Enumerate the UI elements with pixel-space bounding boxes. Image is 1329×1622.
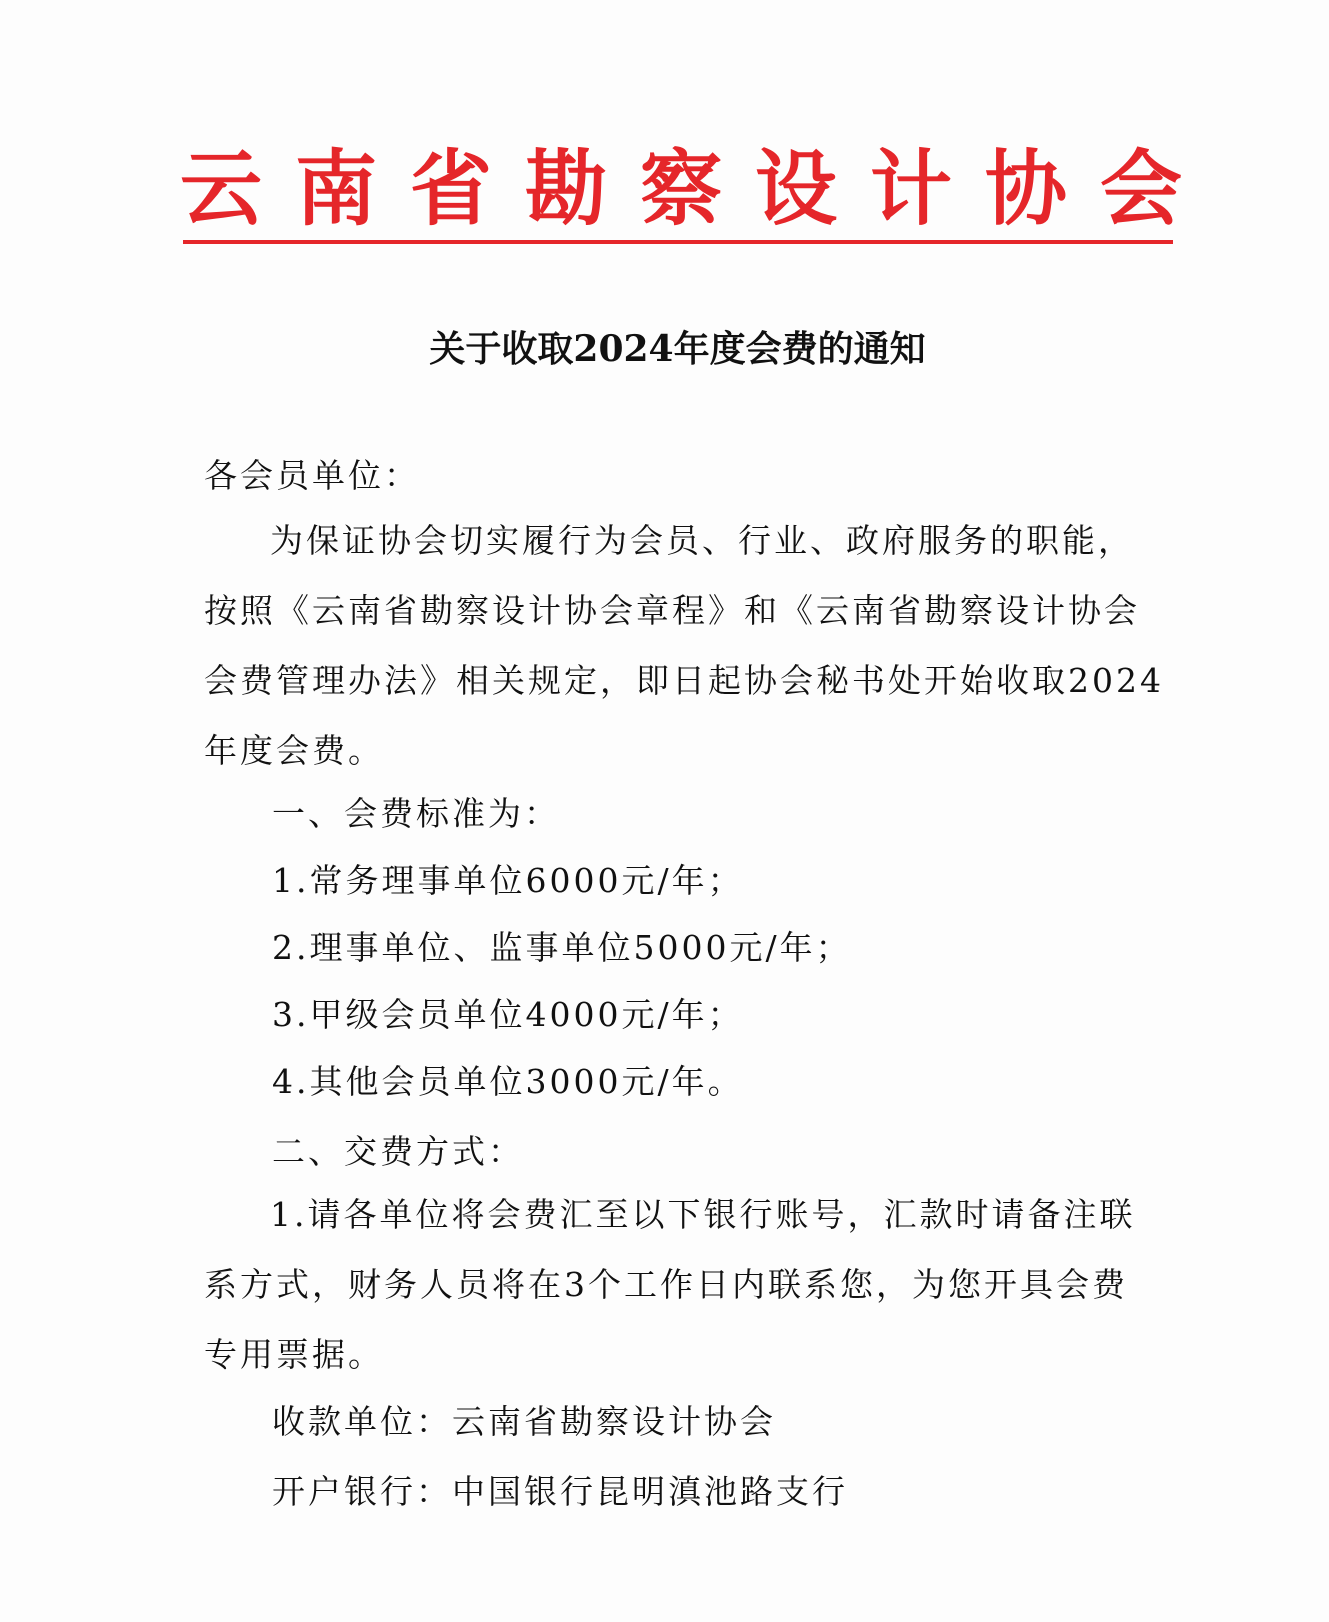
letterhead-org-name: 云南省勘察设计协会	[180, 142, 1216, 237]
fee-item-1: 1.常务理事单位6000元/年；	[272, 861, 744, 900]
payee-label: 收款单位：	[272, 1402, 452, 1441]
payment-line: 系方式，财务人员将在3个工作日内联系您，为您开具会费	[204, 1265, 1128, 1304]
bank-label: 开户银行：	[272, 1472, 452, 1511]
letterhead-red-rule	[183, 240, 1173, 244]
intro-line: 会费管理办法》相关规定，即日起协会秘书处开始收取2024	[204, 661, 1164, 700]
payment-line: 专用票据。	[204, 1335, 384, 1374]
bank-row	[272, 1468, 1202, 1516]
payee-value: 云南省勘察设计协会	[452, 1402, 776, 1441]
payment-line: 1.请各单位将会费汇至以下银行账号，汇款时请备注联	[270, 1195, 1136, 1234]
payment-paragraph	[204, 1180, 1134, 1390]
notice-title: 关于收取2024年度会费的通知	[429, 328, 926, 370]
intro-line: 年度会费。	[204, 731, 384, 770]
section2-heading: 二、交费方式：	[272, 1132, 524, 1171]
bank-value: 中国银行昆明滇池路支行	[452, 1472, 848, 1511]
intro-line: 按照《云南省勘察设计协会章程》和《云南省勘察设计协会	[204, 591, 1140, 630]
intro-paragraph	[204, 506, 1164, 786]
fee-item-4: 4.其他会员单位3000元/年。	[272, 1062, 744, 1101]
intro-line: 为保证协会切实履行为会员、行业、政府服务的职能，	[270, 521, 1134, 560]
fee-item-2: 2.理事单位、监事单位5000元/年；	[272, 928, 852, 967]
fee-item-3: 3.甲级会员单位4000元/年；	[272, 995, 744, 1034]
section1-heading: 一、会费标准为：	[272, 794, 560, 833]
salutation: 各会员单位：	[204, 456, 420, 495]
payee-row	[272, 1398, 1202, 1446]
